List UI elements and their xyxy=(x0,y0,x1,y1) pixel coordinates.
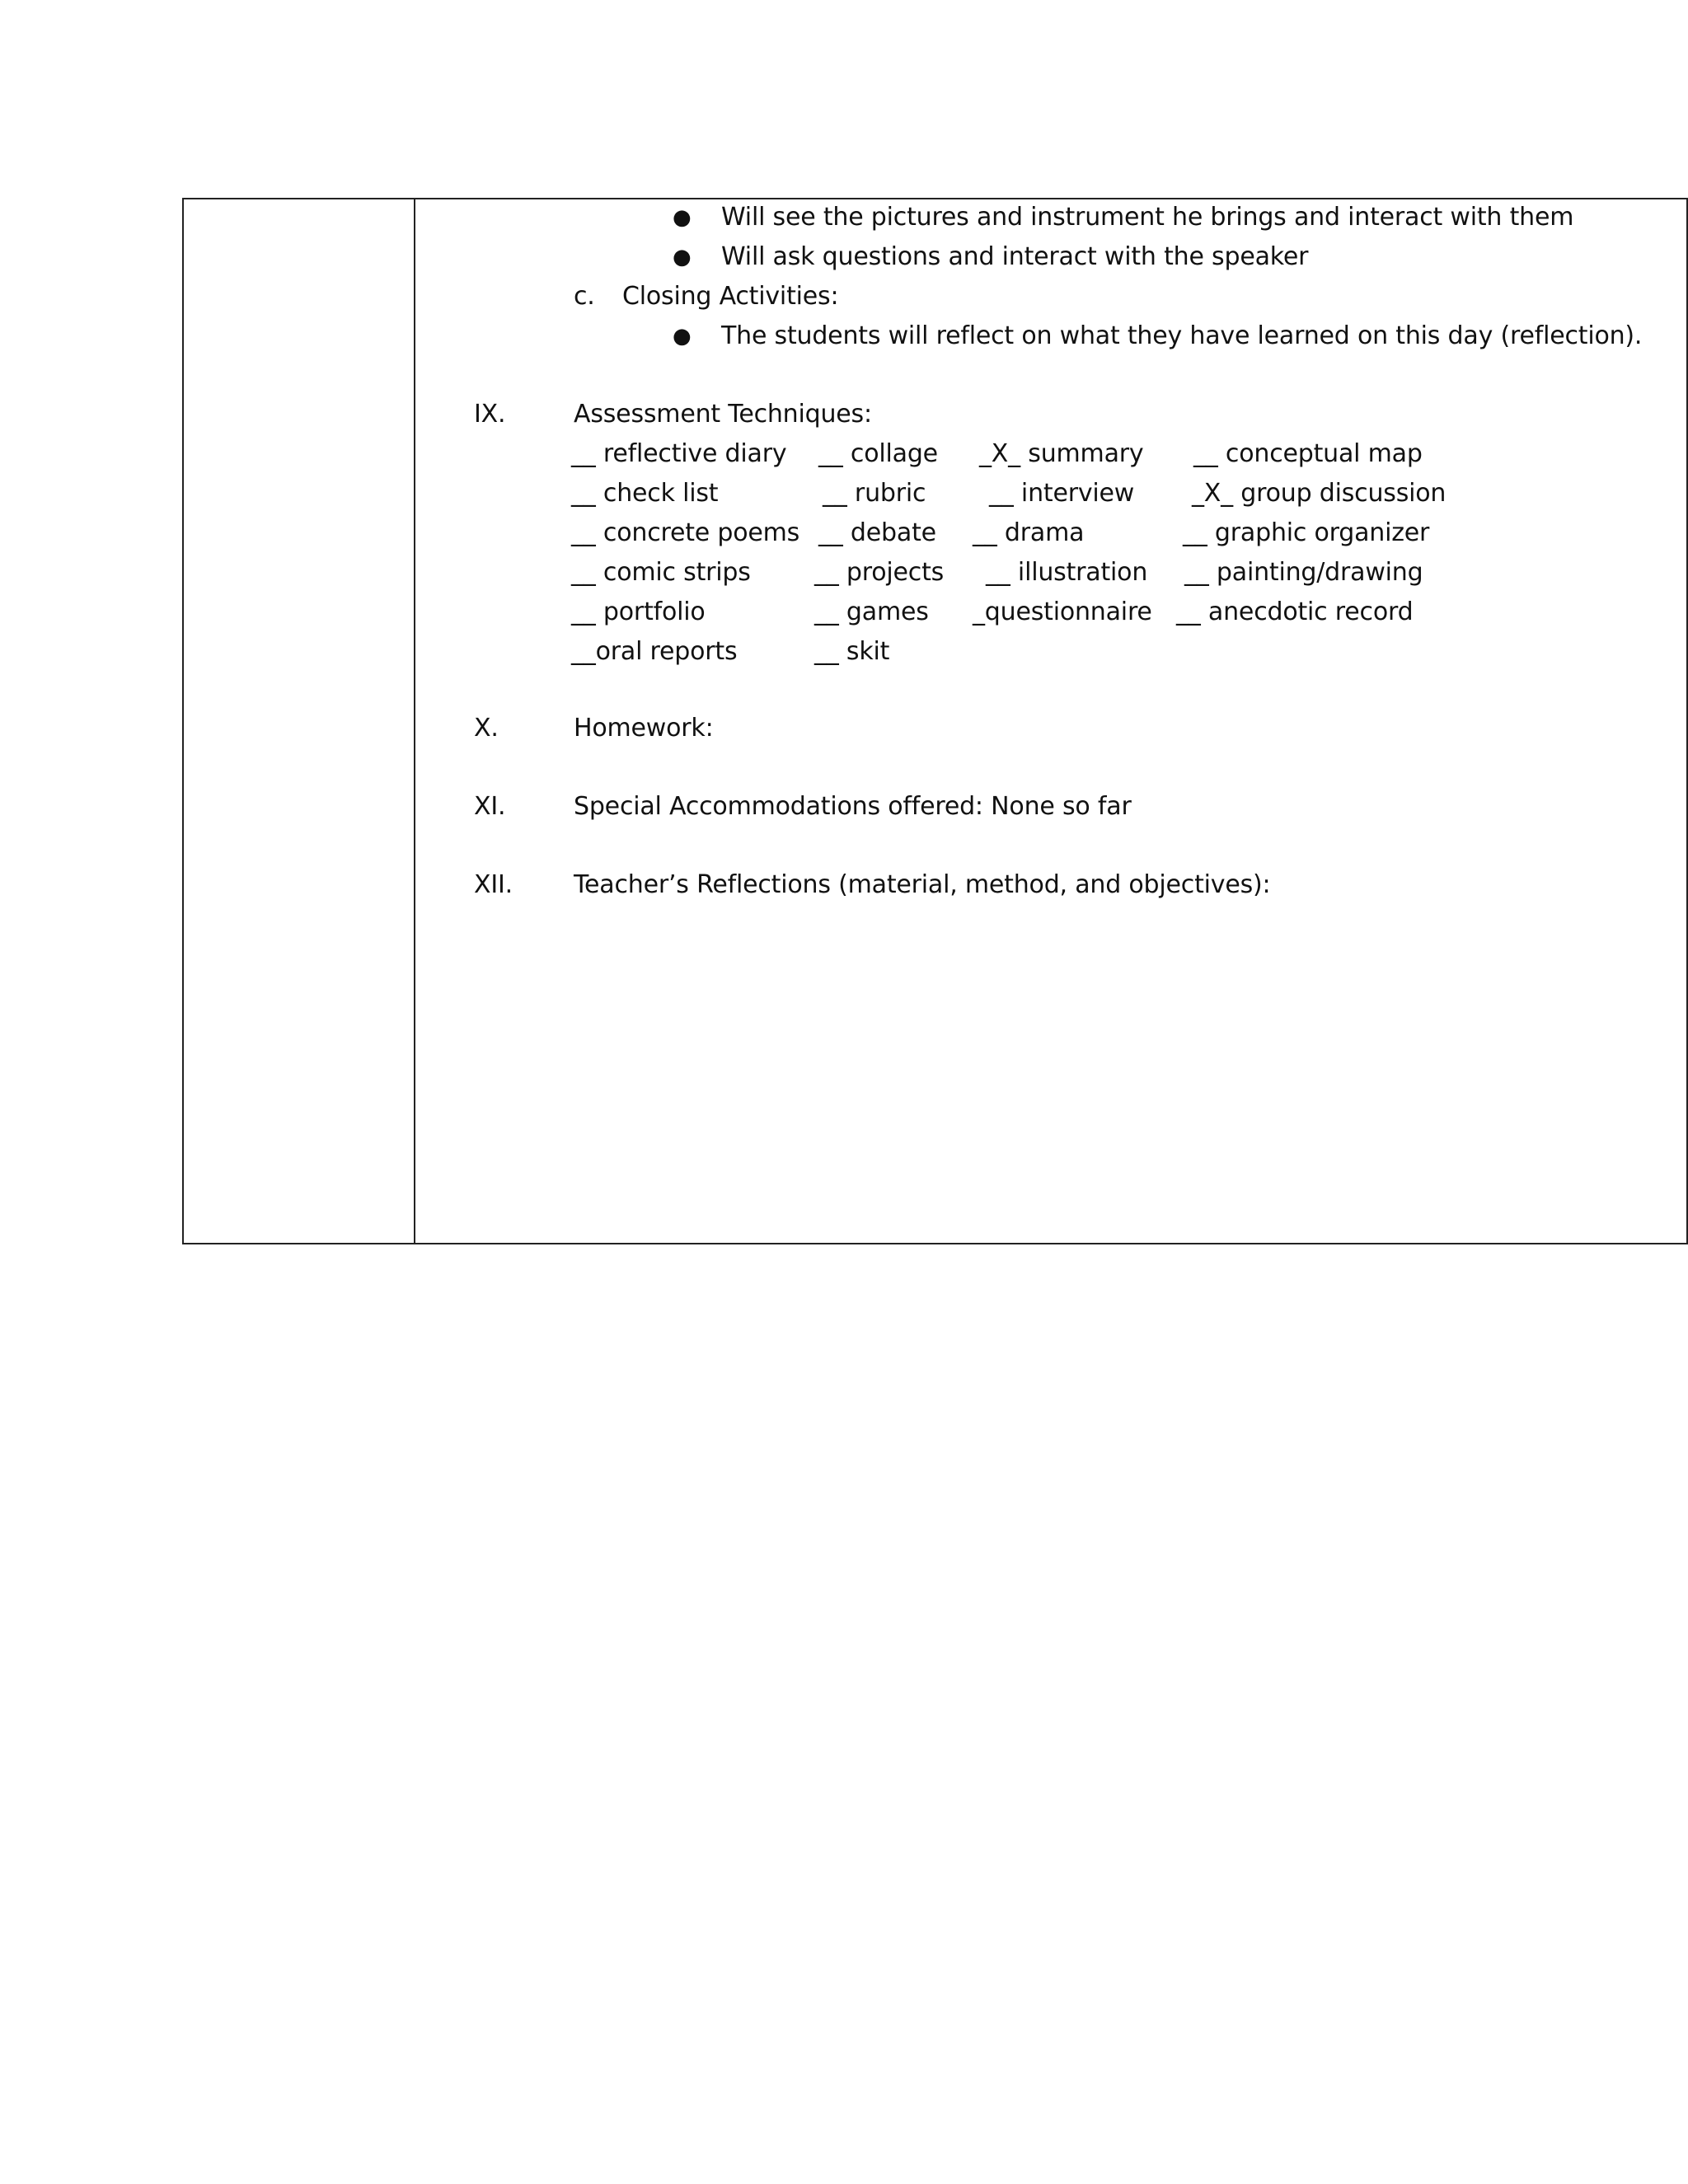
checklist-item: __ skit xyxy=(814,637,890,666)
bullet-icon: ● xyxy=(673,245,692,269)
checklist-item: __ collage xyxy=(818,439,938,468)
checklist-item: __ graphic organizer xyxy=(1183,518,1430,547)
section-heading-assessment: Assessment Techniques: xyxy=(574,400,872,429)
section-heading-homework: Homework: xyxy=(574,714,714,743)
bullet-icon: ● xyxy=(673,205,692,230)
checklist-item: __ reflective diary xyxy=(571,439,787,468)
table-column-divider xyxy=(414,198,415,1244)
checklist-item: __ illustration xyxy=(986,558,1148,587)
checklist-item: __ debate xyxy=(818,518,936,547)
checklist-item: __ anecdotic record xyxy=(1176,598,1414,626)
closing-heading: Closing Activities: xyxy=(622,282,839,311)
checklist-item: __ painting/drawing xyxy=(1184,558,1423,587)
closing-letter: c. xyxy=(574,282,595,311)
checklist-item: __ concrete poems xyxy=(571,518,800,547)
section-numeral: X. xyxy=(474,714,499,743)
checklist-item: __ projects xyxy=(814,558,945,587)
checklist-item: _X_ group discussion xyxy=(1192,479,1447,508)
checklist-item: __oral reports xyxy=(571,637,738,666)
checklist-item: __ interview xyxy=(989,479,1135,508)
bullet-icon: ● xyxy=(673,324,692,349)
checklist-item: __ check list xyxy=(571,479,719,508)
activity-bullet-text: Will ask questions and interact with the speaker xyxy=(721,242,1309,271)
section-heading-accommodations: Special Accommodations offered: None so far xyxy=(574,792,1132,821)
checklist-item: __ games xyxy=(814,598,929,626)
section-numeral: XII. xyxy=(474,870,513,899)
checklist-item: __ drama xyxy=(973,518,1085,547)
activity-bullet-text: Will see the pictures and instrument he brings and interact with them xyxy=(721,203,1574,232)
lesson-plan-table xyxy=(182,198,1688,1244)
checklist-item: _questionnaire xyxy=(973,598,1152,626)
section-numeral: XI. xyxy=(474,792,506,821)
checklist-item: _X_ summary xyxy=(979,439,1144,468)
checklist-item: __ portfolio xyxy=(571,598,706,626)
checklist-item: __ comic strips xyxy=(571,558,751,587)
section-heading-reflections: Teacher’s Reflections (material, method, and objectives): xyxy=(574,870,1271,899)
checklist-item: __ conceptual map xyxy=(1193,439,1423,468)
section-numeral: IX. xyxy=(474,400,506,429)
checklist-item: __ rubric xyxy=(823,479,926,508)
closing-bullet-text: The students will reflect on what they have learned on this day (reflection). xyxy=(721,321,1643,350)
